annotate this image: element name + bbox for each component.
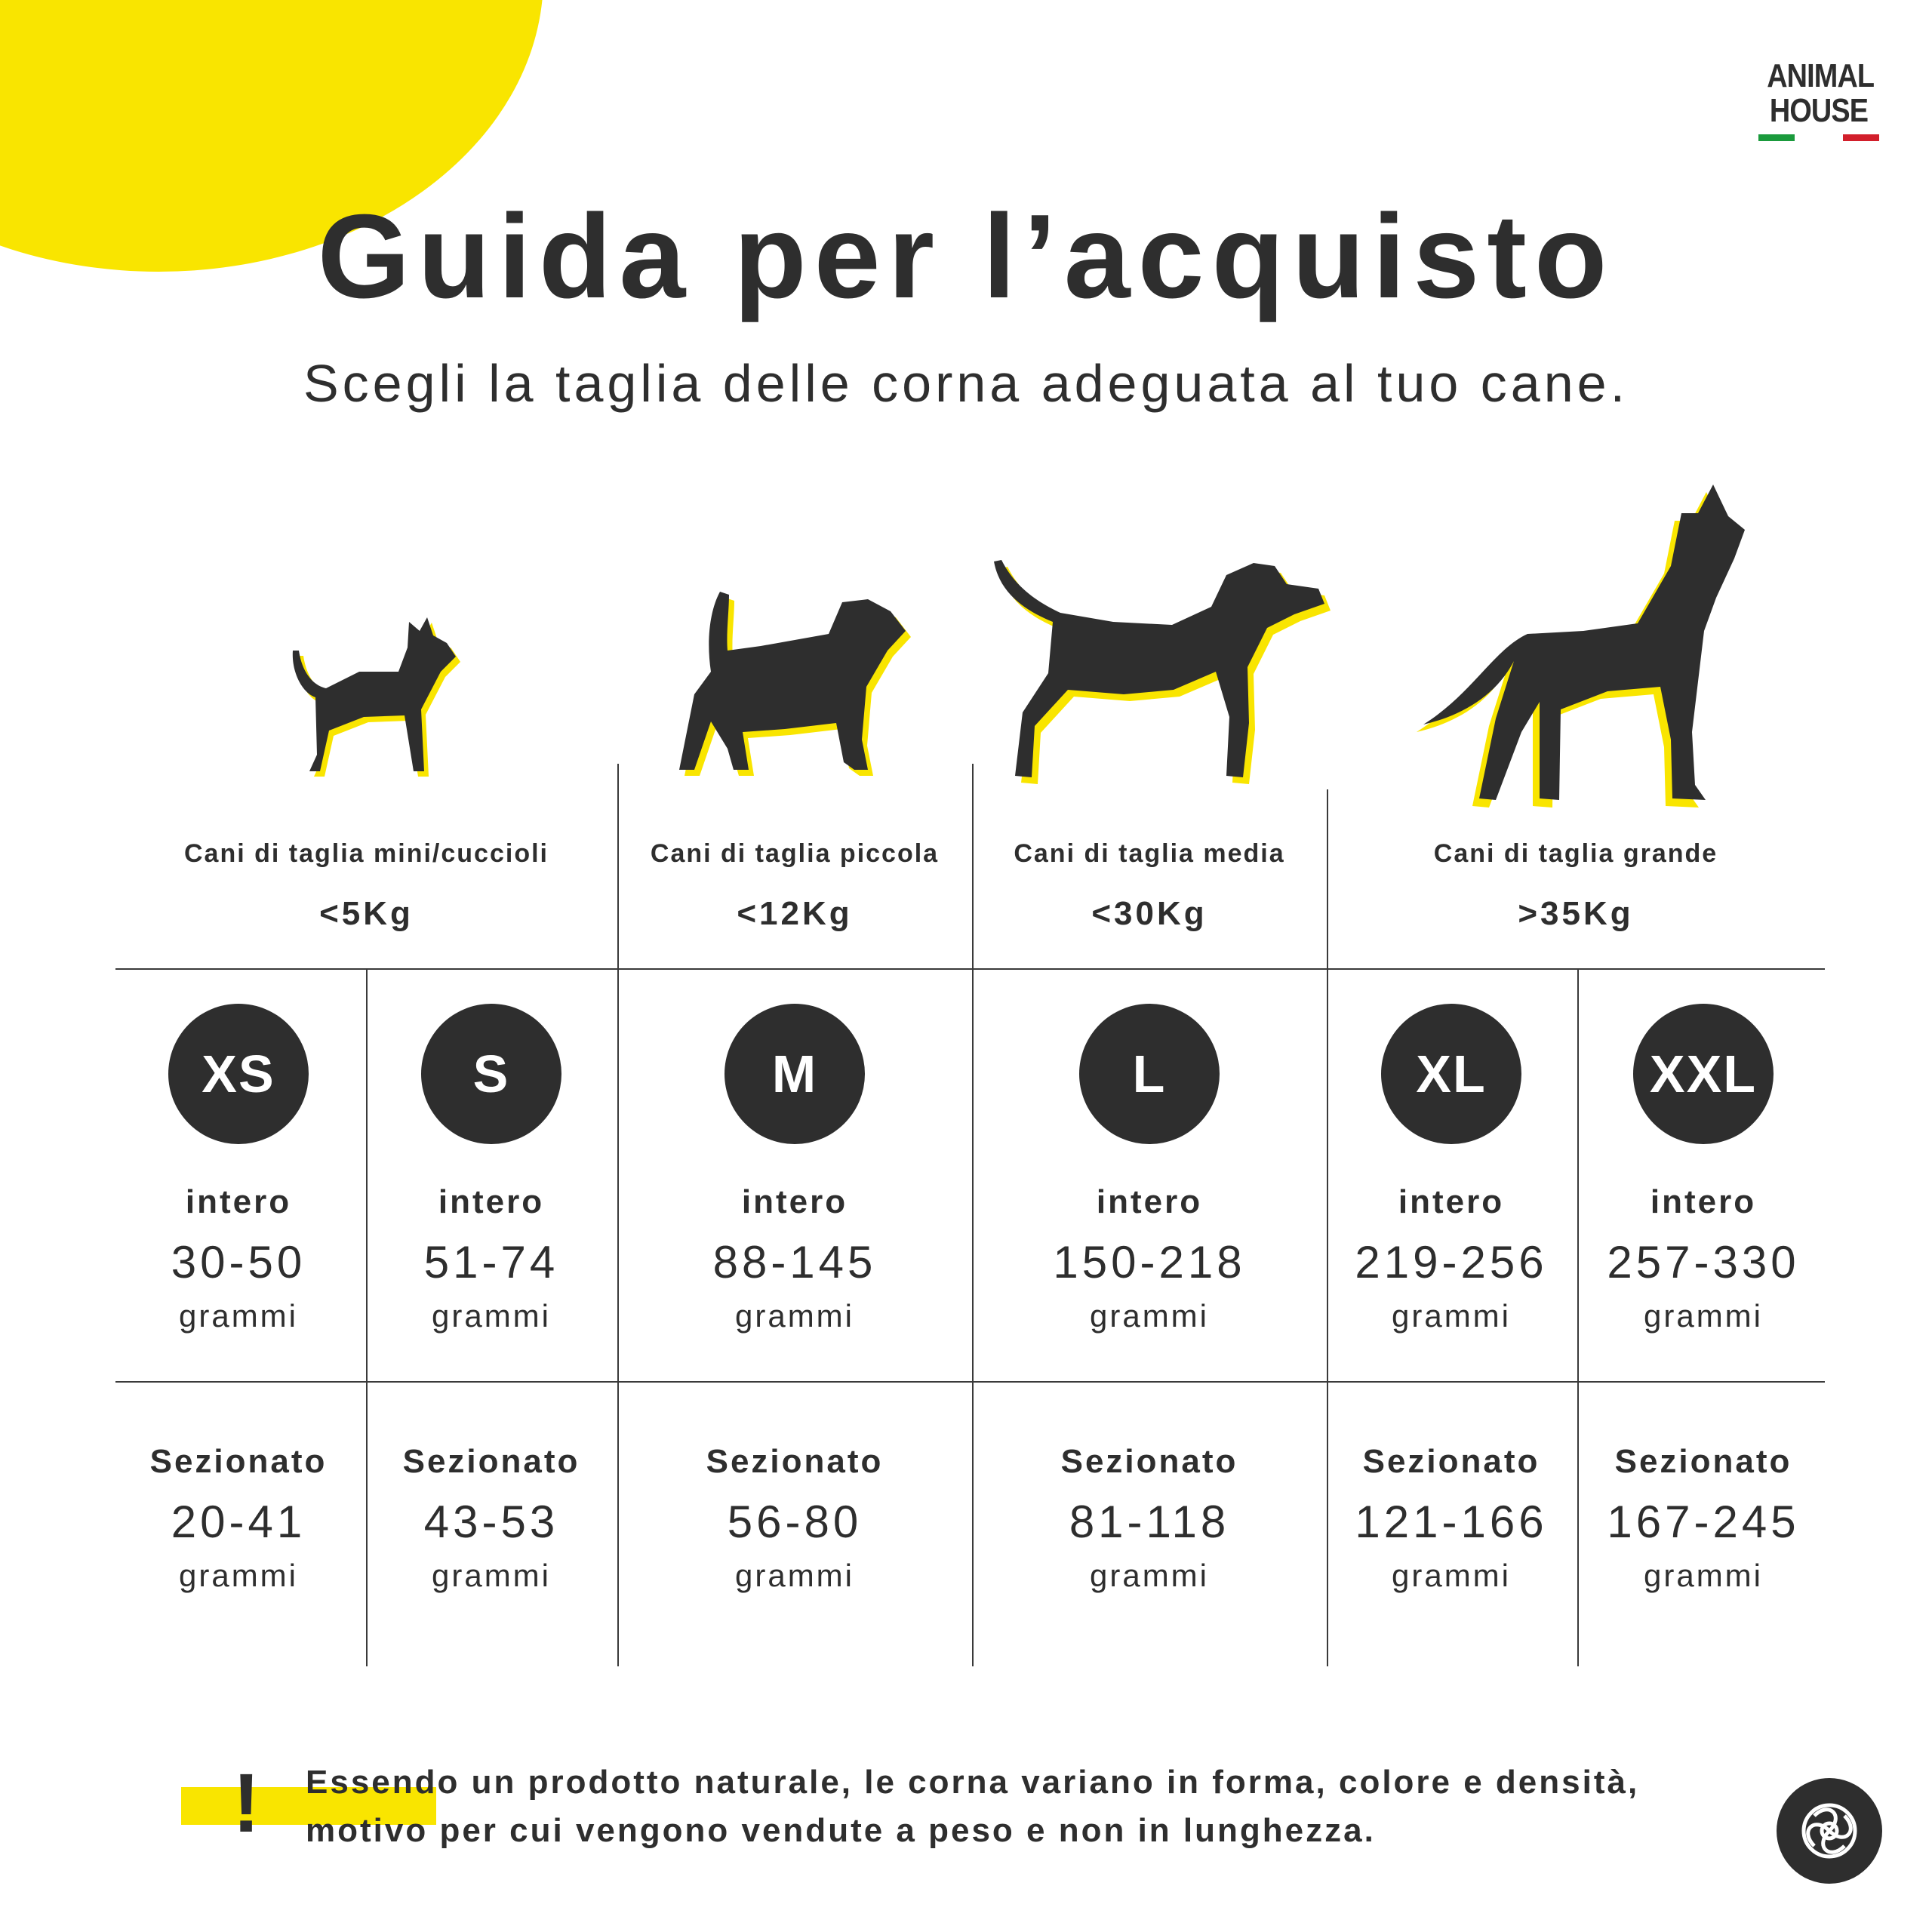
cut-unit: grammi <box>431 1558 551 1593</box>
note-line2: motivo per cui vengono vendute a peso e non in lunghezza. <box>306 1812 1376 1849</box>
whole-label: intero <box>741 1183 848 1220</box>
whole-unit: grammi <box>1089 1298 1209 1334</box>
cut-label: Sezionato <box>1060 1443 1238 1480</box>
whole-range: 30-50 <box>171 1237 306 1287</box>
category-mini-name: Cani di taglia mini/cuccioli <box>184 839 549 868</box>
whole-range: 257-330 <box>1607 1237 1800 1287</box>
column-divider <box>972 764 974 1666</box>
cut-range: 81-118 <box>1069 1497 1230 1547</box>
category-medium-name: Cani di taglia media <box>1014 839 1285 868</box>
table-divider-middle <box>115 1381 1825 1383</box>
exclamation-icon: ! <box>232 1757 260 1850</box>
size-badge: M <box>724 1004 865 1144</box>
column-divider <box>617 764 619 1666</box>
note-line1: Essendo un prodotto naturale, le corna variano in forma, colore e densità, <box>306 1764 1640 1801</box>
cut-label: Sezionato <box>1614 1443 1792 1480</box>
cut-range: 56-80 <box>727 1497 863 1547</box>
brand-line1: ANIMAL <box>1767 57 1875 94</box>
antler-knot-icon <box>1777 1778 1882 1884</box>
category-mini-weight: <5Kg <box>319 895 414 932</box>
cut-range: 121-166 <box>1355 1497 1548 1547</box>
whole-range: 51-74 <box>423 1237 559 1287</box>
whole-label: intero <box>1398 1183 1505 1220</box>
brand-logo <box>1758 59 1879 141</box>
whole-label: intero <box>185 1183 292 1220</box>
column-divider <box>366 968 368 1666</box>
cut-label: Sezionato <box>1362 1443 1540 1480</box>
cut-unit: grammi <box>1089 1558 1209 1593</box>
cut-range: 167-245 <box>1607 1497 1800 1547</box>
column-divider <box>1327 789 1328 1666</box>
dog-large-icon <box>1411 483 1743 808</box>
brand-line2: HOUSE <box>1769 92 1869 129</box>
cut-range: 20-41 <box>171 1497 306 1547</box>
size-badge: L <box>1079 1004 1220 1144</box>
column-divider <box>1577 968 1579 1666</box>
page-subtitle: Scegli la taglia delle corna adeguata al tuo cane. <box>303 354 1629 413</box>
italian-flag-stripes <box>1758 134 1879 141</box>
cut-label: Sezionato <box>402 1443 580 1480</box>
whole-label: intero <box>1650 1183 1757 1220</box>
size-badge: S <box>421 1004 561 1144</box>
whole-range: 219-256 <box>1355 1237 1548 1287</box>
cut-unit: grammi <box>1643 1558 1763 1593</box>
category-small-weight: <12Kg <box>737 895 853 932</box>
whole-unit: grammi <box>178 1298 298 1334</box>
dog-medium-icon <box>985 549 1340 798</box>
note-text <box>306 1758 1740 1855</box>
dog-mini-icon <box>272 604 468 785</box>
size-badge: XXL <box>1633 1004 1774 1144</box>
whole-range: 88-145 <box>712 1237 877 1287</box>
cut-unit: grammi <box>1391 1558 1511 1593</box>
cut-label: Sezionato <box>706 1443 884 1480</box>
whole-label: intero <box>438 1183 545 1220</box>
cut-range: 43-53 <box>423 1497 559 1547</box>
whole-label: intero <box>1096 1183 1203 1220</box>
size-badge: XL <box>1381 1004 1521 1144</box>
page-title: Guida per l’acquisto <box>317 190 1615 323</box>
category-medium-weight: <30Kg <box>1091 895 1208 932</box>
whole-unit: grammi <box>1391 1298 1511 1334</box>
table-divider-top <box>115 968 1825 970</box>
whole-unit: grammi <box>431 1298 551 1334</box>
category-large-name: Cani di taglia grande <box>1433 839 1718 868</box>
whole-unit: grammi <box>734 1298 854 1334</box>
category-small-name: Cani di taglia piccola <box>650 839 940 868</box>
size-badge: XS <box>168 1004 309 1144</box>
whole-unit: grammi <box>1643 1298 1763 1334</box>
category-large-weight: >35Kg <box>1518 895 1634 932</box>
cut-unit: grammi <box>734 1558 854 1593</box>
whole-range: 150-218 <box>1053 1237 1246 1287</box>
dog-small-icon <box>664 581 921 792</box>
cut-unit: grammi <box>178 1558 298 1593</box>
cut-label: Sezionato <box>149 1443 328 1480</box>
